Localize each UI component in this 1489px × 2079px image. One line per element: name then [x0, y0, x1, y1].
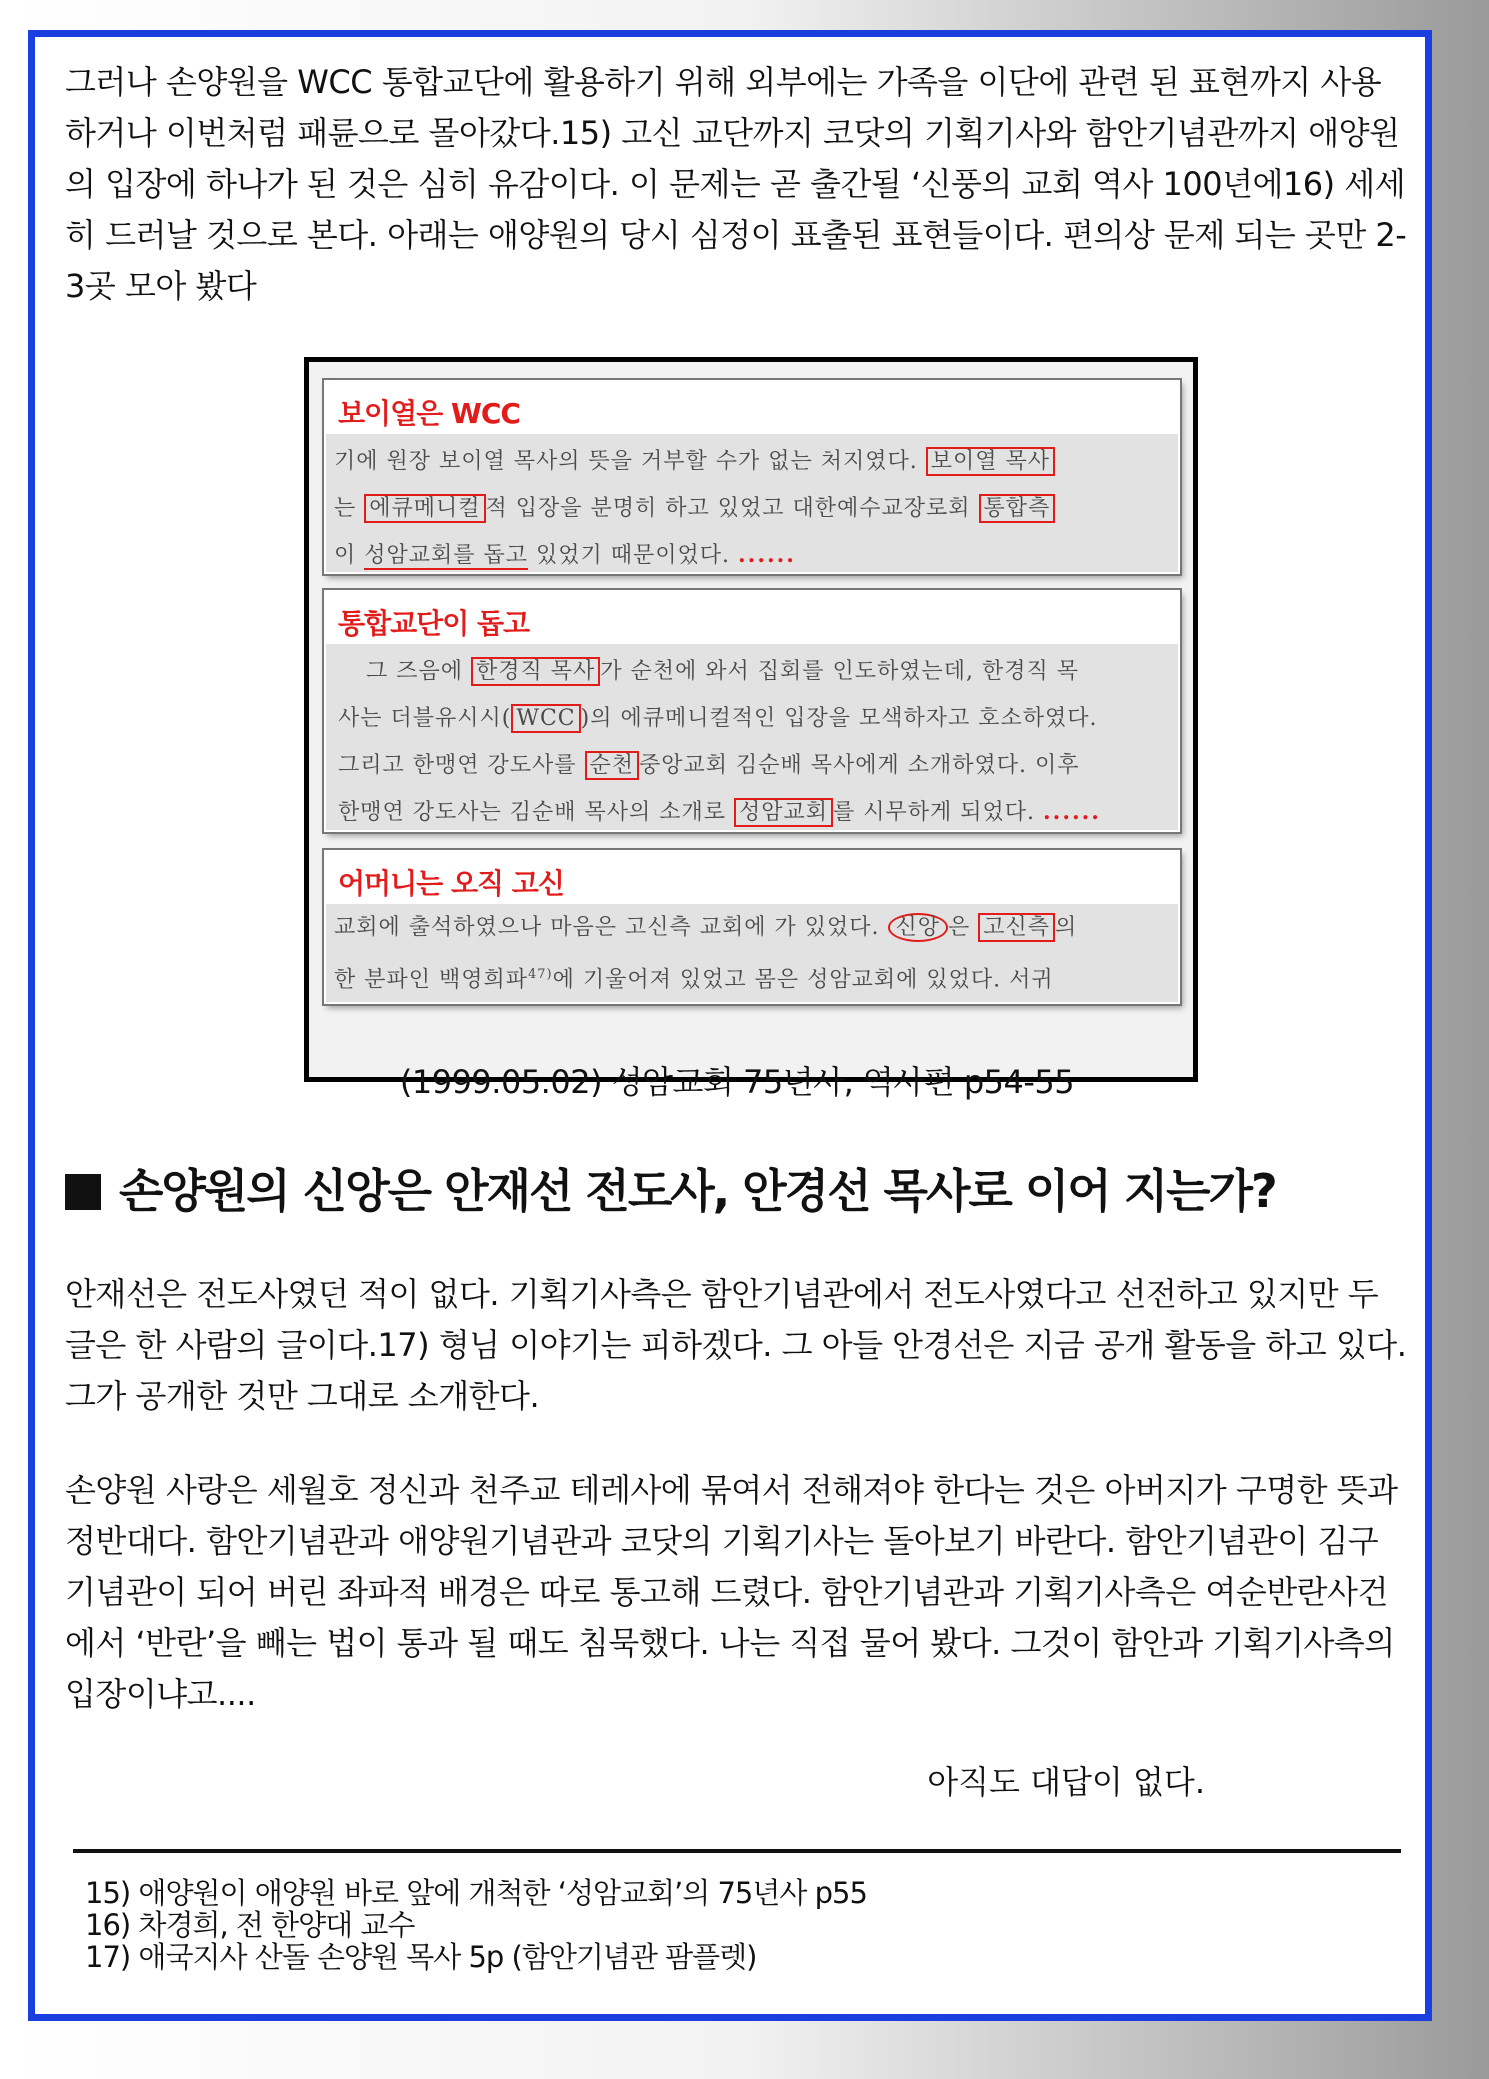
- figure-caption: (1999.05.02) 성암교회 75년사, 역사편 p54-55: [399, 1063, 1075, 1101]
- footnote-15: 15) 애양원이 애양원 바로 앞에 개척한 ‘성암교회’의 75년사 p55: [85, 1876, 867, 1910]
- excerpt-line: 그 즈음에 한경직 목사 가 순천에 와서 집회를 인도하였는데, 한경직 목: [366, 659, 1080, 684]
- footnote-16: 16) 차경희, 전 한양대 교수: [85, 1908, 415, 1942]
- highlight-box: 성암교회: [734, 798, 833, 827]
- highlight-box: 고신측: [978, 913, 1055, 942]
- highlight-box: WCC: [511, 704, 580, 733]
- excerpt-mother-goshin: [324, 850, 1180, 1004]
- ellipsis-mark: ......: [738, 542, 796, 568]
- excerpt-line: 한 분파인 백영희파$^{47)}$에 기울어져 있었고 몸은 성암교회에 있었다. 서귀: [334, 967, 1054, 993]
- excerpt-line: 그리고 한맹연 강도사를 순천 중앙교회 김순배 목사에게 소개하였다. 이후: [338, 753, 1080, 778]
- excerpt-line: 이 성암교회를 돕고 있었기 때문이었다. ......: [334, 542, 796, 568]
- excerpt-line: 한맹연 강도사는 김순배 목사의 소개로 성암교회 를 시무하게 되었다. ......: [338, 799, 1101, 825]
- footnote-ref: 47): [528, 967, 553, 982]
- square-bullet-icon: [65, 1174, 101, 1210]
- highlight-box: 에큐메니컬: [364, 494, 485, 523]
- excerpt-title: 통합교단이 돕고: [338, 607, 530, 640]
- excerpt-line: 교회에 출석하였으나 마음은 고신측 교회에 가 있었다. 신앙 은 고신측 의: [334, 915, 1078, 940]
- scanned-excerpt-figure: [304, 357, 1198, 1082]
- excerpt-tonghap-support: [324, 590, 1180, 832]
- answer-line: 아직도 대답이 없다.: [927, 1763, 1205, 1801]
- footnotes: [85, 1877, 867, 1973]
- highlight-box: 한경직 목사: [471, 657, 600, 686]
- excerpt-line: 사는 더블유시시( WCC )의 에큐메니컬적인 입장을 모색하자고 호소하였다.: [338, 706, 1098, 731]
- footnote-17: 17) 애국지사 산돌 손양원 목사 5p (함안기념관 팜플렛): [85, 1940, 757, 1974]
- intro-paragraph: 그러나 손양원을 WCC 통합교단에 활용하기 위해 외부에는 가족을 이단에 관련 된 표현까지 사용하거나 이번처럼 패륜으로 몰아갔다.15) 고신 교단까지 코닷의 기획기사와 함안기념관까지 애양원의 입장에 하나가 된 것은 심히 유감이다. 이 문제는 곧 출간될 ‘신풍의 교회 역사 100년에16) 세세히 드러날 것으로 본다. 아래는 애양원의 당시 심정이 표출된 표현들이다. 편의상 문제 되는 곳만 2-3곳 모아 봤다: [65, 63, 1407, 305]
- highlight-oval: 신앙: [888, 913, 949, 942]
- excerpt-line: 는 에큐메니컬 적 입장을 분명히 하고 있었고 대한예수교장로회 통합측: [334, 485, 1172, 532]
- paragraph-2: 안재선은 전도사였던 적이 없다. 기획기사측은 함안기념관에서 전도사였다고 선전하고 있지만 두 글은 한 사람의 글이다.17) 형님 이야기는 피하겠다. 그 아들 안경선은 지금 공개 활동을 하고 있다. 그가 공개한 것만 그대로 소개한다.: [65, 1275, 1407, 1415]
- excerpt-boyeol-wcc: [324, 380, 1180, 574]
- highlight-underline: 성암교회를 돕고: [364, 543, 529, 568]
- document-page: [28, 30, 1432, 2021]
- highlight-box: 순천: [585, 751, 640, 780]
- section-heading: 손양원의 신앙은 안재선 전도사, 안경선 목사로 이어 지는가?: [65, 1155, 1276, 1221]
- excerpt-title: 어머니는 오직 고신: [338, 867, 564, 900]
- highlight-box: 통합측: [979, 494, 1056, 523]
- ellipsis-mark: ......: [1043, 799, 1101, 825]
- excerpt-line: 기에 원장 보이열 목사의 뜻을 거부할 수가 없는 처지였다. 보이열 목사: [334, 438, 1172, 485]
- paragraph-3: 손양원 사랑은 세월호 정신과 천주교 테레사에 묶여서 전해져야 한다는 것은 아버지가 구명한 뜻과 정반대다. 함안기념관과 애양원기념관과 코닷의 기획기사는 돌아보기 바란다. 함안기념관이 김구 기념관이 되어 버린 좌파적 배경은 따로 통고해 드렸다. 함안기념관과 기획기사측은 여순반란사건에서 ‘반란’을 빼는 법이 통과 될 때도 침묵했다. 나는 직접 물어 봤다. 그것이 함안과 기획기사측의 입장이냐고....: [65, 1471, 1398, 1713]
- footnote-divider: [73, 1849, 1401, 1853]
- highlight-box: 보이열 목사: [926, 447, 1055, 476]
- excerpt-title: 보이열은 WCC: [338, 397, 520, 430]
